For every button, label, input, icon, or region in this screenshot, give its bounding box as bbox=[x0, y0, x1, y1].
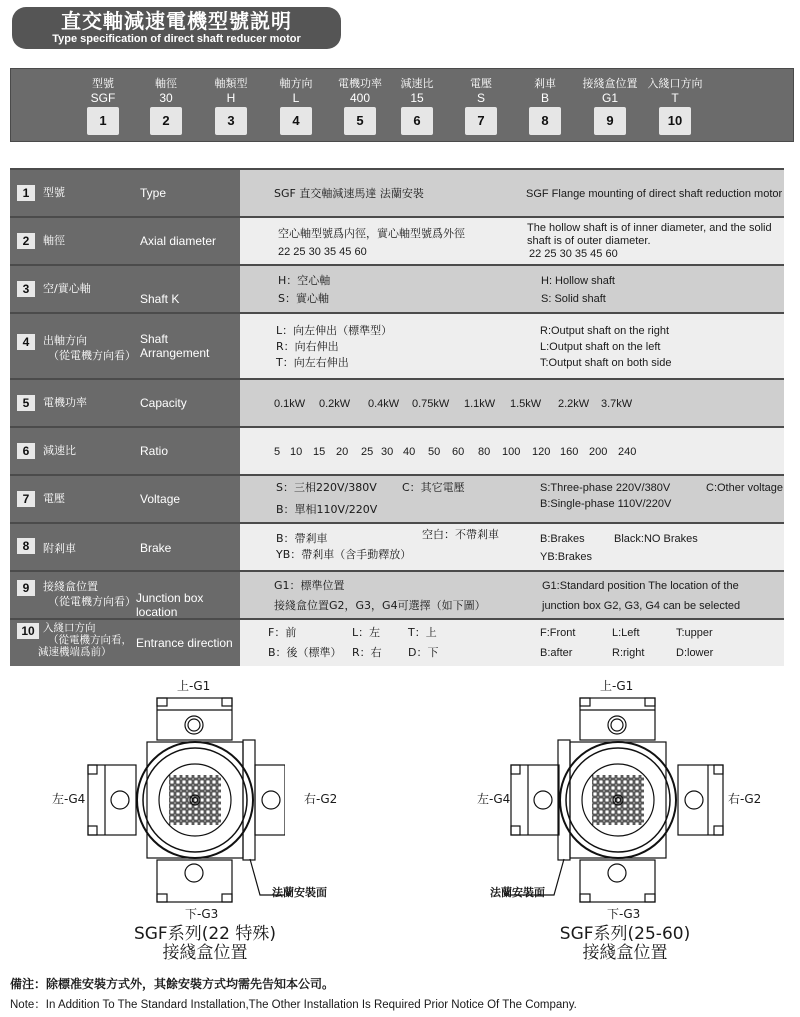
row-number: 5 bbox=[17, 395, 35, 411]
code-index-box: 9 bbox=[594, 107, 626, 135]
row-number: 1 bbox=[17, 185, 35, 201]
spec-row-axial-diameter: 2 軸徑 Axial diameter 空心軸型號爲内徑，實心軸型號爲外徑 22 25 30 35 45 60 The hollow shaft is of inner diameter, and the solid shaft is of outer diameter. 22 25 30 35 45 60 bbox=[10, 216, 784, 264]
code-col-model: 型號 SGF 1 bbox=[67, 77, 139, 135]
code-col-junction-box: 接綫盒位置 G1 9 bbox=[570, 77, 650, 135]
label-right-g2: 右-G2 bbox=[728, 792, 762, 806]
motor-junction-box-drawing bbox=[508, 695, 728, 905]
diagram-caption: SGF系列(22 特殊) 接綫盒位置 bbox=[133, 924, 277, 963]
code-col-entrance: 入綫口方向 T 10 bbox=[635, 77, 715, 135]
code-index-box: 4 bbox=[280, 107, 312, 135]
note-chinese: 備注：除標准安裝方式外，其餘安裝方式均需先告知本公司。 bbox=[10, 977, 335, 991]
row-number: 4 bbox=[17, 334, 35, 350]
code-col-shaft-direction: 軸方向 L 4 bbox=[260, 77, 332, 135]
diagram-sgf-22-special bbox=[85, 695, 285, 905]
code-col-brake: 剎車 B 8 bbox=[509, 77, 581, 135]
code-col-shaft-type: 軸類型 H 3 bbox=[195, 77, 267, 135]
row-number: 7 bbox=[17, 491, 35, 507]
spec-row-shaft-arrangement: 4 出軸方向 （從電機方向看） Shaft Arrangement L：向左伸出（標準型） R：向右伸出 T：向左右伸出 R:Output shaft on the right L:Output shaft on the left T:Output shaft on both side bbox=[10, 312, 784, 378]
spec-row-type: 1 型號 Type SGF 直交軸減速馬達 法蘭安裝 SGF Flange mounting of direct shaft reduction motor bbox=[10, 168, 784, 216]
title-en: Type specification of direct shaft reducer motor bbox=[52, 33, 301, 45]
spec-row-ratio: 6 減速比 Ratio 5 10 15 20 25 30 40 50 60 80 100 120 160 200 240 bbox=[10, 426, 784, 474]
label-top-g1: 上-G1 bbox=[600, 679, 634, 693]
row-number: 6 bbox=[17, 443, 35, 459]
spec-row-capacity: 5 電機功率 Capacity 0.1kW 0.2kW 0.4kW 0.75kW 1.1kW 1.5kW 2.2kW 3.7kW bbox=[10, 378, 784, 426]
spec-row-voltage: 7 電壓 Voltage S：三相220V/380V B：單相110V/220V C：其它電壓 S:Three-phase 220V/380V B:Single-phase 110V/220V C:Other voltage bbox=[10, 474, 784, 522]
code-index-box: 3 bbox=[215, 107, 247, 135]
spec-row-shaft-k: 3 空/實心軸 Shaft K H：空心軸 S：實心軸 H: Hollow shaft S: Solid shaft bbox=[10, 264, 784, 312]
flange-mount-label: 法蘭安裝面 bbox=[490, 886, 545, 899]
code-index-box: 2 bbox=[150, 107, 182, 135]
label-bottom-g3: 下-G3 bbox=[185, 907, 219, 921]
code-index-box: 1 bbox=[87, 107, 119, 135]
label-left-g4: 左-G4 bbox=[477, 792, 511, 806]
flange-mount-label: 法蘭安裝面 bbox=[272, 886, 327, 899]
row-number: 10 bbox=[17, 623, 39, 639]
label-bottom-g3: 下-G3 bbox=[607, 907, 641, 921]
diagram-caption: SGF系列(25-60) 接綫盒位置 bbox=[559, 924, 691, 963]
row-number: 2 bbox=[17, 233, 35, 249]
code-index-box: 6 bbox=[401, 107, 433, 135]
label-right-g2: 右-G2 bbox=[304, 792, 338, 806]
title-zh: 直交軸減速電機型號説明 bbox=[61, 9, 292, 33]
spec-row-brake: 8 附剎車 Brake B：帶剎車 YB：帶剎車（含手動釋放） 空白：不帶剎車 B:Brakes YB:Brakes Black:NO Brakes bbox=[10, 522, 784, 570]
spec-row-junction-box: 9 接綫盒位置 （從電機方向看） Junction box location G1：標準位置 接綫盒位置G2，G3，G4可選擇（如下圖） G1:Standard position The location of the junction box G2, G3, G4 can be selected bbox=[10, 570, 784, 618]
motor-junction-box-drawing bbox=[85, 695, 285, 905]
code-col-power: 電機功率 400 5 bbox=[324, 77, 396, 135]
spec-row-entrance-direction: 10 入綫口方向 （從電機方向看， 減速機端爲前） Entrance direction F：前 L：左 T：上 B：後（標準） R：右 D：下 F:Front L:Left T:upper B:after R:right D:lower bbox=[10, 618, 784, 666]
code-index-box: 8 bbox=[529, 107, 561, 135]
code-index-box: 7 bbox=[465, 107, 497, 135]
row-number: 9 bbox=[17, 580, 35, 596]
code-index-box: 5 bbox=[344, 107, 376, 135]
page-title bbox=[12, 7, 341, 49]
code-col-shaft-dia: 軸徑 30 2 bbox=[130, 77, 202, 135]
note-english: Note：In Addition To The Standard Installation,The Other Installation Is Required Prior Notice Of The Company. bbox=[10, 999, 577, 1011]
row-number: 3 bbox=[17, 281, 35, 297]
code-index-box: 10 bbox=[659, 107, 691, 135]
diagram-sgf-25-60 bbox=[508, 695, 728, 905]
code-col-ratio: 減速比 15 6 bbox=[381, 77, 453, 135]
label-left-g4: 左-G4 bbox=[52, 792, 86, 806]
code-col-voltage: 電壓 S 7 bbox=[445, 77, 517, 135]
model-code-bar bbox=[10, 68, 794, 142]
row-number: 8 bbox=[17, 538, 35, 554]
label-top-g1: 上-G1 bbox=[177, 679, 211, 693]
spec-table bbox=[10, 168, 784, 666]
